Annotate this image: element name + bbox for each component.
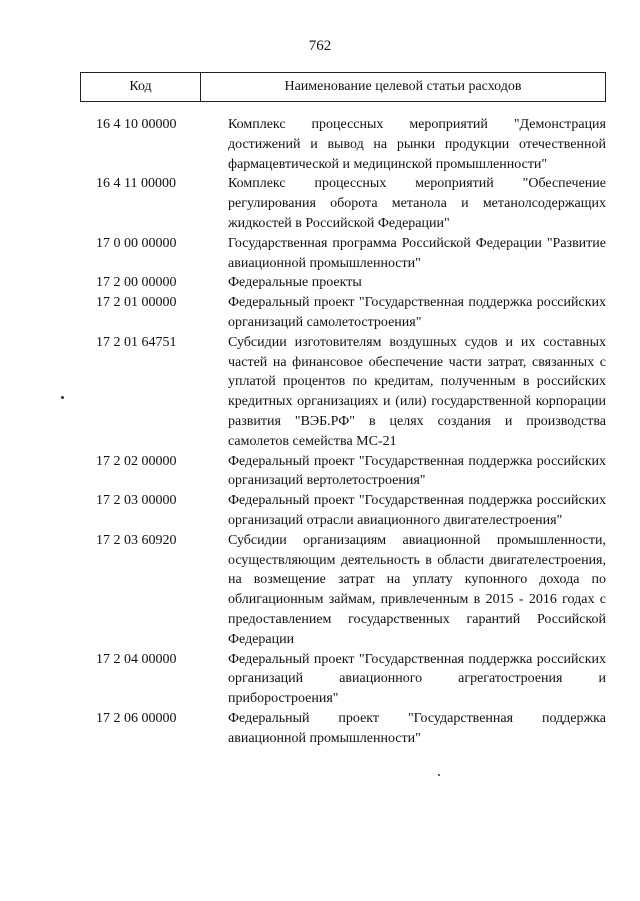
row-code: 17 2 00 00000 <box>96 275 177 291</box>
column-header-code: Код <box>81 73 201 101</box>
column-header-name: Наименование целевой статьи расходов <box>284 79 522 94</box>
table-row <box>80 650 606 709</box>
row-name: Комплекс процессных мероприятий "Демонстрация достижений и вывод на рынки продукции отечественной фармацевтической и медицинской промышленности" <box>228 117 606 172</box>
row-code: 17 0 00 00000 <box>96 235 177 251</box>
scan-speck <box>61 396 64 399</box>
row-name: Федеральный проект "Государственная поддержка российских организаций отрасли авиационного двигателестроения" <box>228 493 606 528</box>
row-code: 17 2 01 00000 <box>96 295 177 311</box>
row-code: 17 2 02 00000 <box>96 453 177 469</box>
table-row <box>80 115 606 174</box>
row-name: Федеральный проект "Государственная поддержка российских организаций самолетостроения" <box>228 295 606 330</box>
row-name: Субсидии изготовителям воздушных судов и их составных частей на финансовое обеспечение части затрат, связанных с уплатой процентов по кредитам, полученным в российских кредитных организациях и (или) государственной корпорации развития "ВЭБ.РФ" в целях создания и производства самолетов семейства МС-21 <box>228 334 606 449</box>
row-code: 16 4 11 00000 <box>96 176 176 192</box>
row-name: Федеральный проект "Государственная поддержка авиационной промышленности" <box>228 710 606 746</box>
table-row <box>80 234 606 274</box>
scan-speck <box>438 774 440 776</box>
table-row <box>80 333 606 452</box>
table-body <box>80 115 606 749</box>
row-name: Федеральные проекты <box>228 275 362 291</box>
row-code: 17 2 01 64751 <box>96 334 177 350</box>
row-name: Комплекс процессных мероприятий "Обеспечение регулирования оборота метанола и метанолсодержащих жидкостей в Российской Федерации" <box>228 176 606 231</box>
row-code: 17 2 03 60920 <box>96 532 177 548</box>
table-row <box>80 709 606 749</box>
table-header <box>80 72 606 102</box>
row-code: 17 2 03 00000 <box>96 493 177 509</box>
row-name: Федеральный проект "Государственная поддержка российских организаций авиационного агрегатостроения и приборостроения" <box>228 651 606 707</box>
table-row <box>80 273 606 293</box>
table-row <box>80 452 606 492</box>
table-row <box>80 531 606 650</box>
row-name: Субсидии организациям авиационной промышленности, осуществляющим деятельность в области двигателестроения, на возмещение затрат на уплату купонного дохода по облигационным займам, привлеченным в 2015 - 2016 годах с предоставлением государственных гарантий Российской Федерации <box>228 532 606 647</box>
row-code: 17 2 06 00000 <box>96 710 177 726</box>
row-name: Федеральный проект "Государственная поддержка российских организаций вертолетостроения" <box>228 453 606 489</box>
row-code: 17 2 04 00000 <box>96 651 177 667</box>
table-row <box>80 491 606 531</box>
row-name: Государственная программа Российской Федерации "Развитие авиационной промышленности" <box>228 235 606 271</box>
row-code: 16 4 10 00000 <box>96 117 177 132</box>
table-row <box>80 174 606 233</box>
page-number: 762 <box>308 38 332 54</box>
table-row <box>80 293 606 333</box>
